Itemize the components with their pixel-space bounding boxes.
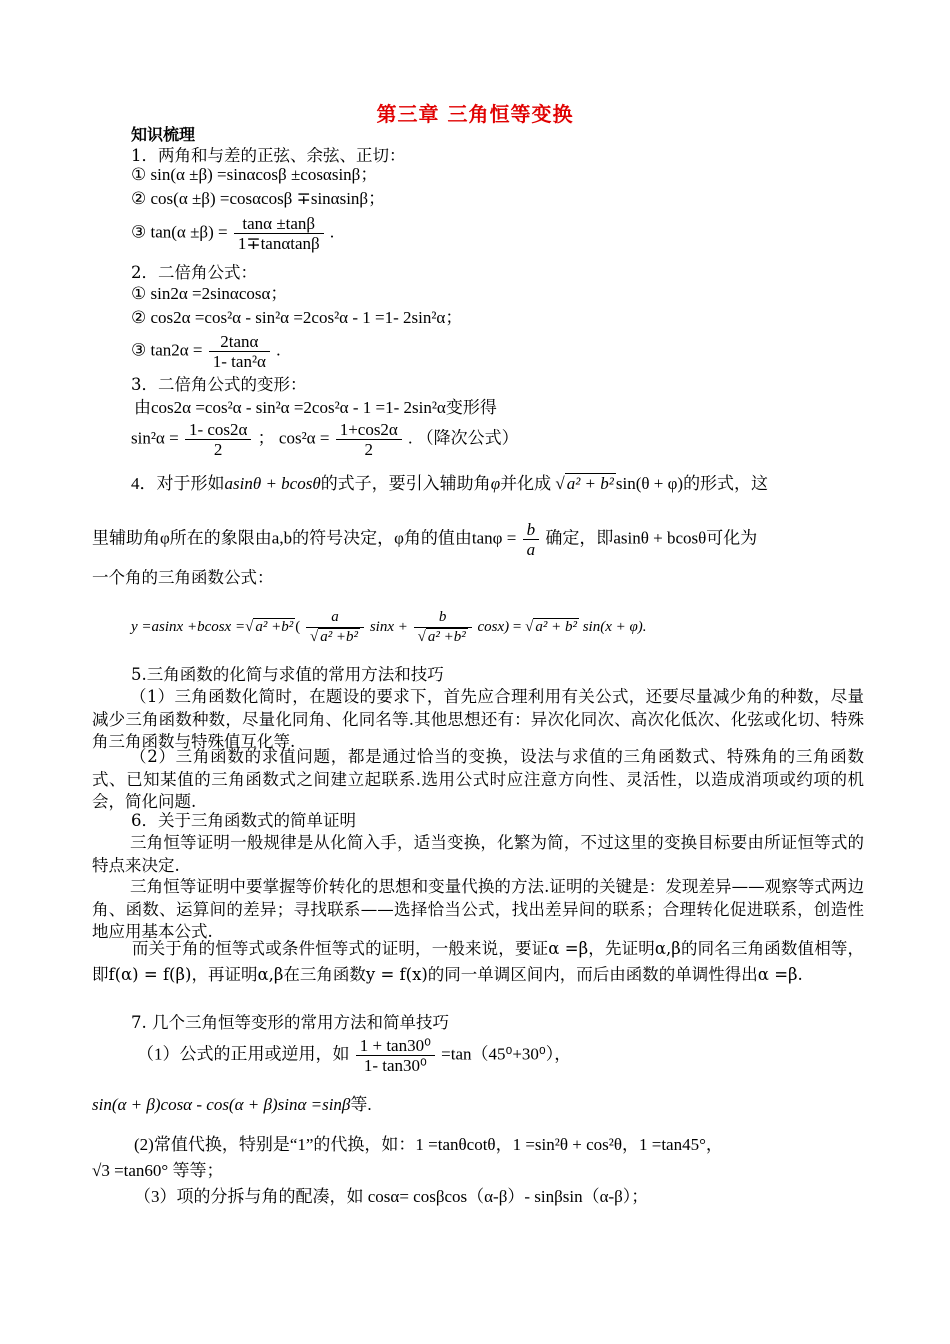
s2-heading: 2．二倍角公式： <box>131 263 257 282</box>
s2-formula-2 <box>131 307 462 329</box>
s3-sin2-fraction <box>185 420 251 459</box>
s7-item-1-line-2 <box>92 1094 372 1116</box>
s5-heading: 5.三角函数的化简与求值的常用方法和技巧 <box>131 665 444 684</box>
s1-f3-denominator: 1∓tanαtanβ <box>237 234 320 253</box>
s4-l1-h: 的形式，这 <box>683 474 769 493</box>
s1-f1-number: ① <box>131 165 147 184</box>
s4-eq-sqrt: a² +b² <box>255 618 294 635</box>
s4-eq-den-b: √ a² +b² <box>417 629 466 645</box>
s5-paragraph-2: （2）三角函数的求值问题，都是通过恰当的变换，设法与求值的三角函数式、特殊角的三角函数式、已知某值的三角函数式之间建立起联系.选用公式时应注意方向性、灵活性，以造成消项或约项的机会，简化问题. <box>92 747 864 811</box>
s4-eq-num-b: b <box>414 608 472 628</box>
s3-cos2-left: ； cos²α = <box>257 428 330 448</box>
s4-sqrt-content: a² + b² <box>566 474 614 493</box>
s4-equation: y =asinx +bcosx =√ a² +b² ( $\frac{a}{\text{√ a² +b²}}$ sinx + $\frac{b}{\text{√ a² +b²}}$ cosx) = √ a² + b² sin(x + φ). <box>131 609 647 645</box>
s4-eq-left: y =asinx +bcosx = <box>131 618 246 635</box>
s4-l2-b: 确定，即asinθ + bcosθ可化为 <box>545 528 758 548</box>
s7-i1-l2: sin(α + β)cosα - cos(α + β)sinα =sinβ <box>92 1095 351 1114</box>
s1-formula-1 <box>131 164 377 186</box>
s3-sin2-left: sin²α = <box>131 428 179 448</box>
s6-heading: 6．关于三角函数式的简单证明 <box>131 811 356 830</box>
s4-tan-fraction <box>523 520 540 559</box>
s1-f3-numerator: tanα ±tanβ <box>234 214 324 234</box>
s1-formula-2 <box>131 188 385 210</box>
s7-i1-l2-end: 等. <box>350 1095 372 1114</box>
s3-sin2-numerator: 1- cos2α <box>185 420 251 440</box>
s4-eq-mid: sinx + <box>369 618 408 635</box>
chapter-title: 第三章 三角恒等变换 <box>376 102 574 126</box>
s1-f3-number: ③ <box>131 222 147 242</box>
s2-f3-fraction <box>209 332 270 371</box>
s4-l1-g: sin(θ + φ) <box>615 474 684 493</box>
s7-item-3: （3）项的分拆与角的配凑，如 cosα= cosβcos（α-β）- sinβsin（α-β）； <box>134 1187 649 1206</box>
s7-i1-denominator: 1- tan30⁰ <box>363 1056 427 1075</box>
s4-l1-a: 4．对于形如 <box>131 474 225 493</box>
s7-item-2-line-2: √3 =tan60° 等等； <box>92 1161 224 1180</box>
s3-line-2 <box>131 420 519 459</box>
s3-cos2-fraction <box>336 420 402 459</box>
s7-i1-left: （1）公式的正用或逆用，如 <box>137 1044 350 1064</box>
s2-f3-end: . <box>276 340 281 360</box>
s2-formula-3 <box>131 332 280 371</box>
s6-paragraph-3: 而关于角的恒等式或条件恒等式的证明，一般来说，要证α =β，先证明α,β的同名三角函数值相等，即f(α) = f(β)，再证明α,β在三角函数y = f(x)的同一单调区间内，而后由函数的单调性得出α =β. <box>92 939 864 984</box>
s7-item-1 <box>137 1036 571 1075</box>
s2-f2-text: cos2α =cos²α - sin²α =2cos²α - 1 =1- 2sin²α； <box>150 308 463 327</box>
s2-formula-1 <box>131 283 287 305</box>
s1-heading: 1．两角和与差的正弦、余弦、正切： <box>131 146 406 165</box>
s4-l1-e: 并化成 <box>500 474 552 493</box>
s6-paragraph-1: 三角恒等证明一般规律是从化简入手，适当变换，化繁为简，不过这里的变换目标要由所证恒等式的特点来决定. <box>92 833 864 875</box>
s1-f2-text: cos(α ±β) =cosαcosβ ∓sinαsinβ； <box>150 189 386 208</box>
s3-sin2-denominator: 2 <box>213 440 223 459</box>
s1-f1-text: sin(α ±β) =sinαcosβ ±cosαsinβ； <box>150 165 378 184</box>
s4-line-1 <box>131 473 768 495</box>
s4-line-2 <box>92 520 757 559</box>
s6-paragraph-2: 三角恒等证明中要掌握等价转化的思想和变量代换的方法.证明的关键是：发现差异——观察等式两边角、函数、运算间的差异；寻找联系——选择恰当公式，找出差异间的联系；合理转化促进联系，创造性地应用基本公式. <box>92 877 864 941</box>
s1-f2-number: ② <box>131 189 147 208</box>
s4-line-3: 一个角的三角函数公式： <box>92 568 274 587</box>
s3-cos2-numerator: 1+cos2α <box>336 420 402 440</box>
s2-f2-number: ② <box>131 308 147 327</box>
s4-eq-den-a: √ a² +b² <box>309 629 359 645</box>
s3-cos2-denominator: 2 <box>364 440 374 459</box>
s7-heading: 7. 几个三角恒等变形的常用方法和简单技巧 <box>131 1013 449 1032</box>
s4-eq-right: sin(x + φ). <box>582 618 647 635</box>
s7-i1-fraction <box>356 1036 435 1075</box>
s4-eq-den-b-sqrt: a² +b² <box>427 629 466 645</box>
s4-tan-numerator: b <box>523 520 540 540</box>
s4-eq-num-a: a <box>306 608 364 628</box>
s2-f3-number: ③ <box>131 340 147 360</box>
s4-l1-c: 的式子，要引入辅助角 <box>320 474 491 493</box>
s2-f1-text: sin2α =2sinαcosα； <box>150 284 288 303</box>
s4-eq-close: cosx) <box>477 618 510 635</box>
s4-sqrt: √ a² + b² <box>555 474 614 493</box>
s4-eq-open: ( <box>295 618 301 635</box>
s4-l1-d: φ <box>490 474 501 493</box>
s4-eq-fraction-a <box>306 608 364 647</box>
s3-line-2-end: . （降次公式） <box>408 428 519 448</box>
s4-eq-fraction-b <box>414 608 472 647</box>
s7-item-2-line-1: (2)常值代换，特别是“1”的代换，如：1 =tanθcotθ，1 =sin²θ + cos²θ，1 =tan45°， <box>134 1135 723 1154</box>
s3-heading: 3．二倍角公式的变形： <box>131 375 307 394</box>
s1-formula-3 <box>131 214 334 253</box>
s5-paragraph-1: （1）三角函数化简时，在题设的要求下，首先应合理利用有关公式，还要尽量减少角的种数，尽量减少三角函数种数，尽量化同角、化同名等.其他思想还有：异次化同次、高次化低次、化弦或化切、特殊角三角函数与特殊值互化等. <box>92 687 864 751</box>
s2-f1-number: ① <box>131 284 147 303</box>
s4-l2-a: 里辅助角φ所在的象限由a,b的符号决定，φ角的值由tanφ = <box>92 528 517 548</box>
s2-f3-left: tan2α = <box>150 340 203 360</box>
s7-i1-numerator: 1 + tan30⁰ <box>356 1036 435 1056</box>
s7-i1-right: =tan（45⁰+30⁰）， <box>441 1044 572 1064</box>
s2-f3-numerator: 2tanα <box>209 332 270 352</box>
s4-eq-den-a-sqrt: a² +b² <box>320 629 359 645</box>
s4-eq-equals: = <box>512 618 522 635</box>
s4-tan-denominator: a <box>526 540 536 559</box>
s4-eq-sqrt2: a² + b² <box>535 618 577 635</box>
s3-line-1: 由cos2α =cos²α - sin²α =2cos²α - 1 =1- 2sin²α变形得 <box>134 398 497 417</box>
s1-f3-fraction <box>234 214 324 253</box>
section-heading: 知识梳理 <box>131 125 196 144</box>
s1-f3-left: tan(α ±β) = <box>150 222 228 242</box>
s4-l1-b: asinθ + bcosθ <box>224 474 321 493</box>
s2-f3-denominator: 1- tan²α <box>212 352 266 371</box>
s1-f3-end: . <box>329 222 335 242</box>
